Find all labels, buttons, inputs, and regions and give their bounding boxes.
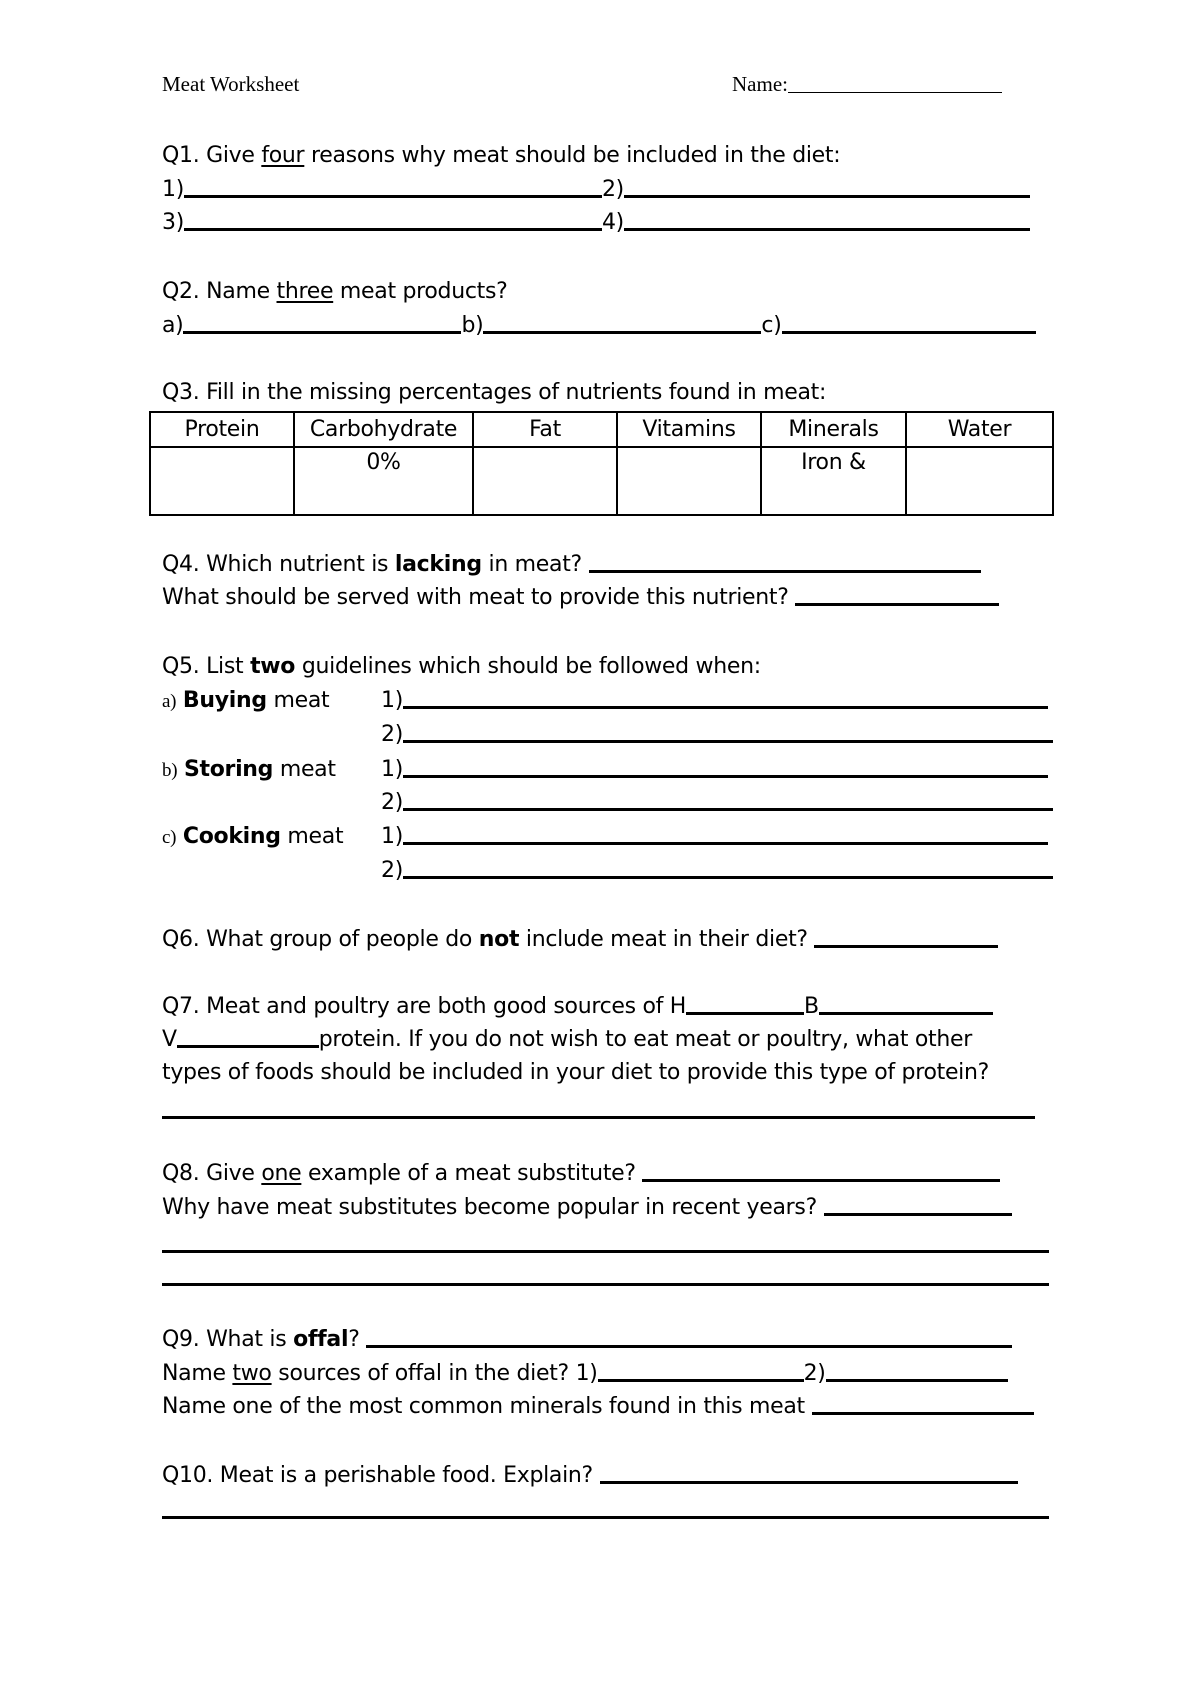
- value-minerals[interactable]: Iron &: [761, 447, 906, 515]
- value-protein[interactable]: [150, 447, 294, 515]
- header-fat: Fat: [473, 412, 617, 447]
- q8-followup: Why have meat substitutes become popular in recent years?: [162, 1193, 1012, 1223]
- q2-question: Q2. Name three meat products?: [162, 279, 508, 304]
- q5a-answer-1[interactable]: [403, 705, 1048, 709]
- q7-blank-b[interactable]: [819, 1011, 993, 1015]
- q5c-answer-1-row: 1): [381, 822, 1048, 852]
- q4-followup: What should be served with meat to provide this nutrient?: [162, 583, 999, 613]
- q9-mineral-answer[interactable]: [812, 1411, 1034, 1415]
- q5-emphasis: two: [250, 654, 296, 679]
- q10-answer-line[interactable]: [162, 1516, 1049, 1519]
- q9-answer-1[interactable]: [366, 1344, 1012, 1348]
- q5b-label: b) Storing meat: [162, 757, 336, 782]
- q9-source-2[interactable]: [826, 1378, 1008, 1382]
- q5a-answer-2-row: 2): [381, 720, 1053, 750]
- q1-emphasis: four: [261, 143, 305, 168]
- q5c-answer-1[interactable]: [403, 841, 1048, 845]
- q5c-answer-2[interactable]: [403, 875, 1053, 879]
- q2-answer-a[interactable]: [183, 330, 461, 334]
- q6-question: Q6. What group of people do not include meat in their diet?: [162, 925, 998, 955]
- header-vitamins: Vitamins: [617, 412, 761, 447]
- value-vitamins[interactable]: [617, 447, 761, 515]
- q7-blank-h[interactable]: [686, 1011, 804, 1015]
- q10-answer-1[interactable]: [600, 1480, 1018, 1484]
- q9-emphasis-two: two: [232, 1361, 272, 1386]
- value-carbohydrate: 0%: [294, 447, 473, 515]
- header-water: Water: [906, 412, 1053, 447]
- nutrients-header-row: [150, 412, 1053, 447]
- name-label: Name:: [732, 72, 788, 96]
- q4-question: Q4. Which nutrient is lacking in meat?: [162, 550, 981, 580]
- q8-answer-line-2[interactable]: [162, 1283, 1049, 1286]
- q9-source-1[interactable]: [598, 1378, 804, 1382]
- value-fat[interactable]: [473, 447, 617, 515]
- q1-answers-row1: 1) 2): [162, 175, 1030, 205]
- q6-answer[interactable]: [814, 944, 998, 948]
- q9-line2: Name two sources of offal in the diet? 1) 2): [162, 1359, 1008, 1389]
- q5b-answer-2-row: 2): [381, 788, 1053, 818]
- q5a-answer-1-row: 1): [381, 686, 1048, 716]
- q4-answer-2[interactable]: [795, 602, 999, 606]
- q1-answer-3[interactable]: [184, 227, 602, 231]
- q2-answer-c[interactable]: [782, 330, 1036, 334]
- q7-answer-line[interactable]: [162, 1116, 1035, 1119]
- q4-emphasis: lacking: [394, 552, 482, 577]
- q9-emphasis: offal: [293, 1327, 349, 1352]
- q5a-answer-2[interactable]: [403, 739, 1053, 743]
- q3-question: Q3. Fill in the missing percentages of nutrients found in meat:: [162, 380, 827, 405]
- q9-question: Q9. What is offal?: [162, 1325, 1012, 1355]
- q5c-label: c) Cooking meat: [162, 824, 344, 849]
- q2-answers-row: a) b) c): [162, 311, 1036, 341]
- q5c-answer-2-row: 2): [381, 856, 1053, 886]
- q1-answer-4[interactable]: [624, 227, 1030, 231]
- header-carbohydrate: Carbohydrate: [294, 412, 473, 447]
- q5b-answer-1-row: 1): [381, 755, 1048, 785]
- q2-emphasis: three: [276, 279, 334, 304]
- q5a-label: a) Buying meat: [162, 688, 330, 713]
- q1-answer-1[interactable]: [184, 194, 602, 198]
- header-protein: Protein: [150, 412, 294, 447]
- q8-question: Q8. Give one example of a meat substitute?: [162, 1159, 1000, 1189]
- q5b-answer-2[interactable]: [403, 807, 1053, 811]
- value-water[interactable]: [906, 447, 1053, 515]
- q7-line3: types of foods should be included in your diet to provide this type of protein?: [162, 1060, 990, 1085]
- q7-blank-v[interactable]: [177, 1044, 319, 1048]
- q6-emphasis: not: [478, 927, 520, 952]
- q9-line3: Name one of the most common minerals found in this meat: [162, 1392, 1034, 1422]
- q1-question: Q1. Give four reasons why meat should be included in the diet:: [162, 143, 841, 168]
- header-minerals: Minerals: [761, 412, 906, 447]
- q1-answer-2[interactable]: [624, 194, 1030, 198]
- q7-line2: V protein. If you do not wish to eat meat or poultry, what other: [162, 1027, 973, 1052]
- q8-answer-line-1[interactable]: [162, 1250, 1049, 1253]
- q7-line1: Q7. Meat and poultry are both good sources of H B: [162, 992, 993, 1022]
- q1-answers-row2: 3) 4): [162, 208, 1030, 238]
- name-field[interactable]: [732, 72, 1002, 97]
- nutrients-table: [149, 411, 1054, 516]
- q8-emphasis: one: [261, 1161, 302, 1186]
- q2-answer-b[interactable]: [483, 330, 761, 334]
- q5b-answer-1[interactable]: [403, 774, 1048, 778]
- q10-question: Q10. Meat is a perishable food. Explain?: [162, 1461, 1018, 1491]
- nutrients-value-row: [150, 447, 1053, 515]
- name-blank[interactable]: [788, 91, 1002, 93]
- q4-answer-1[interactable]: [589, 569, 981, 573]
- q5-question: Q5. List two guidelines which should be followed when:: [162, 654, 761, 679]
- worksheet-title: Meat Worksheet: [162, 72, 300, 96]
- q8-answer-2[interactable]: [824, 1212, 1012, 1216]
- q8-answer-1[interactable]: [642, 1178, 1000, 1182]
